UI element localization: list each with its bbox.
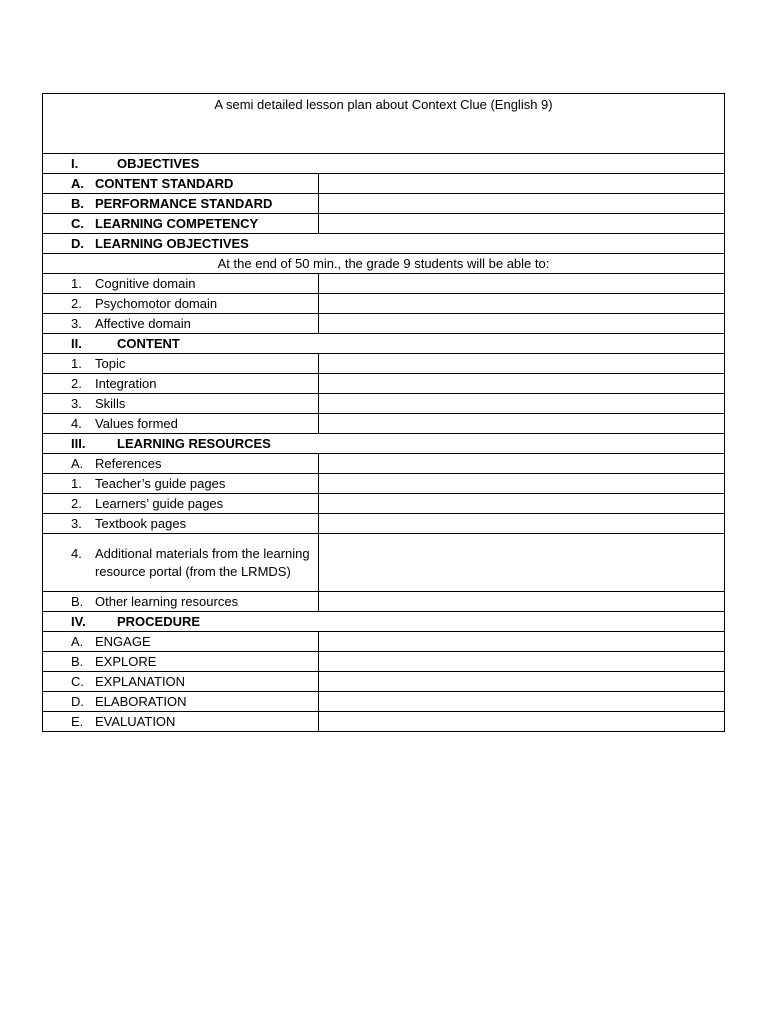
empty-cell — [319, 592, 725, 612]
procedure-item-row — [43, 712, 725, 732]
lesson-plan-title: A semi detailed lesson plan about Context Clue (English 9) — [43, 94, 725, 154]
item-label: Textbook pages — [95, 515, 187, 531]
empty-cell — [319, 274, 725, 294]
empty-cell — [319, 632, 725, 652]
content-item-row — [43, 414, 725, 434]
empty-cell — [319, 494, 725, 514]
item-label: Integration — [95, 375, 157, 391]
procedure-item-row — [43, 652, 725, 672]
item-letter: C. — [71, 215, 84, 231]
item-number: A. — [71, 455, 84, 471]
empty-cell — [319, 214, 725, 234]
content-item-row — [43, 394, 725, 414]
item-label: References — [95, 455, 162, 471]
item-letter: B. — [71, 195, 84, 211]
resource-item-row — [43, 494, 725, 514]
section-title: CONTENT — [117, 335, 180, 351]
section-objectives-row — [43, 154, 725, 174]
empty-cell — [319, 374, 725, 394]
resource-item-row — [43, 474, 725, 494]
section-number: III. — [71, 435, 86, 451]
item-label: LEARNING COMPETENCY — [95, 215, 259, 231]
lesson-plan-table — [42, 93, 725, 732]
domain-row — [43, 274, 725, 294]
objectives-intro: At the end of 50 min., the grade 9 students will be able to: — [43, 254, 725, 274]
empty-cell — [319, 394, 725, 414]
item-number: 2. — [71, 375, 82, 391]
item-label: ENGAGE — [95, 633, 151, 649]
section-title: LEARNING RESOURCES — [117, 435, 271, 451]
item-label: Topic — [95, 355, 126, 371]
item-label: Skills — [95, 395, 126, 411]
item-number: 3. — [71, 315, 82, 331]
empty-cell — [319, 514, 725, 534]
procedure-item-row — [43, 672, 725, 692]
section-procedure-row — [43, 612, 725, 632]
item-number: 3. — [71, 515, 82, 531]
objectives-intro-row — [43, 254, 725, 274]
section-number: II. — [71, 335, 82, 351]
item-label: Affective domain — [95, 315, 191, 331]
domain-row — [43, 314, 725, 334]
empty-cell — [319, 294, 725, 314]
empty-cell — [319, 474, 725, 494]
resource-item-row — [43, 534, 725, 592]
item-number: 4. — [71, 545, 82, 561]
empty-cell — [319, 174, 725, 194]
item-label: ELABORATION — [95, 693, 187, 709]
item-label: Cognitive domain — [95, 275, 196, 291]
item-number: C. — [71, 673, 84, 689]
empty-cell — [319, 692, 725, 712]
item-number: 1. — [71, 355, 82, 371]
item-label: PERFORMANCE STANDARD — [95, 195, 273, 211]
section-number: I. — [71, 155, 79, 171]
item-letter: D. — [71, 235, 84, 251]
learning-objectives-row — [43, 234, 725, 254]
domain-row — [43, 294, 725, 314]
resource-item-row — [43, 454, 725, 474]
empty-cell — [319, 534, 725, 592]
item-number: 3. — [71, 395, 82, 411]
item-number: 1. — [71, 475, 82, 491]
empty-cell — [319, 354, 725, 374]
section-number: IV. — [71, 613, 86, 629]
item-number: A. — [71, 633, 84, 649]
item-label: CONTENT STANDARD — [95, 175, 234, 191]
content-standard-row — [43, 174, 725, 194]
item-label: Other learning resources — [95, 593, 239, 609]
item-label: EVALUATION — [95, 713, 176, 729]
item-number: 1. — [71, 275, 82, 291]
item-number: E. — [71, 713, 84, 729]
learning-competency-row — [43, 214, 725, 234]
title-row — [43, 94, 725, 154]
empty-cell — [319, 414, 725, 434]
empty-cell — [319, 652, 725, 672]
empty-cell — [319, 672, 725, 692]
item-label: Psychomotor domain — [95, 295, 218, 311]
item-number: 4. — [71, 415, 82, 431]
resource-item-row — [43, 514, 725, 534]
item-letter: A. — [71, 175, 84, 191]
procedure-item-row — [43, 692, 725, 712]
section-title: OBJECTIVES — [117, 155, 200, 171]
empty-cell — [319, 194, 725, 214]
empty-cell — [319, 314, 725, 334]
content-item-row — [43, 374, 725, 394]
item-label: LEARNING OBJECTIVES — [95, 235, 249, 251]
item-label: Additional materials from the learning resource portal (from the LRMDS) — [95, 545, 310, 579]
section-title: PROCEDURE — [117, 613, 201, 629]
item-number: D. — [71, 693, 84, 709]
section-resources-row — [43, 434, 725, 454]
empty-cell — [319, 712, 725, 732]
performance-standard-row — [43, 194, 725, 214]
resource-item-row — [43, 592, 725, 612]
item-label: EXPLORE — [95, 653, 157, 669]
procedure-item-row — [43, 632, 725, 652]
content-item-row — [43, 354, 725, 374]
section-content-row — [43, 334, 725, 354]
item-number: B. — [71, 593, 84, 609]
item-number: B. — [71, 653, 84, 669]
item-label: Values formed — [95, 415, 178, 431]
item-label: EXPLANATION — [95, 673, 186, 689]
empty-cell — [319, 454, 725, 474]
item-label: Teacher’s guide pages — [95, 475, 226, 491]
item-number: 2. — [71, 495, 82, 511]
item-label: Learners’ guide pages — [95, 495, 224, 511]
item-number: 2. — [71, 295, 82, 311]
